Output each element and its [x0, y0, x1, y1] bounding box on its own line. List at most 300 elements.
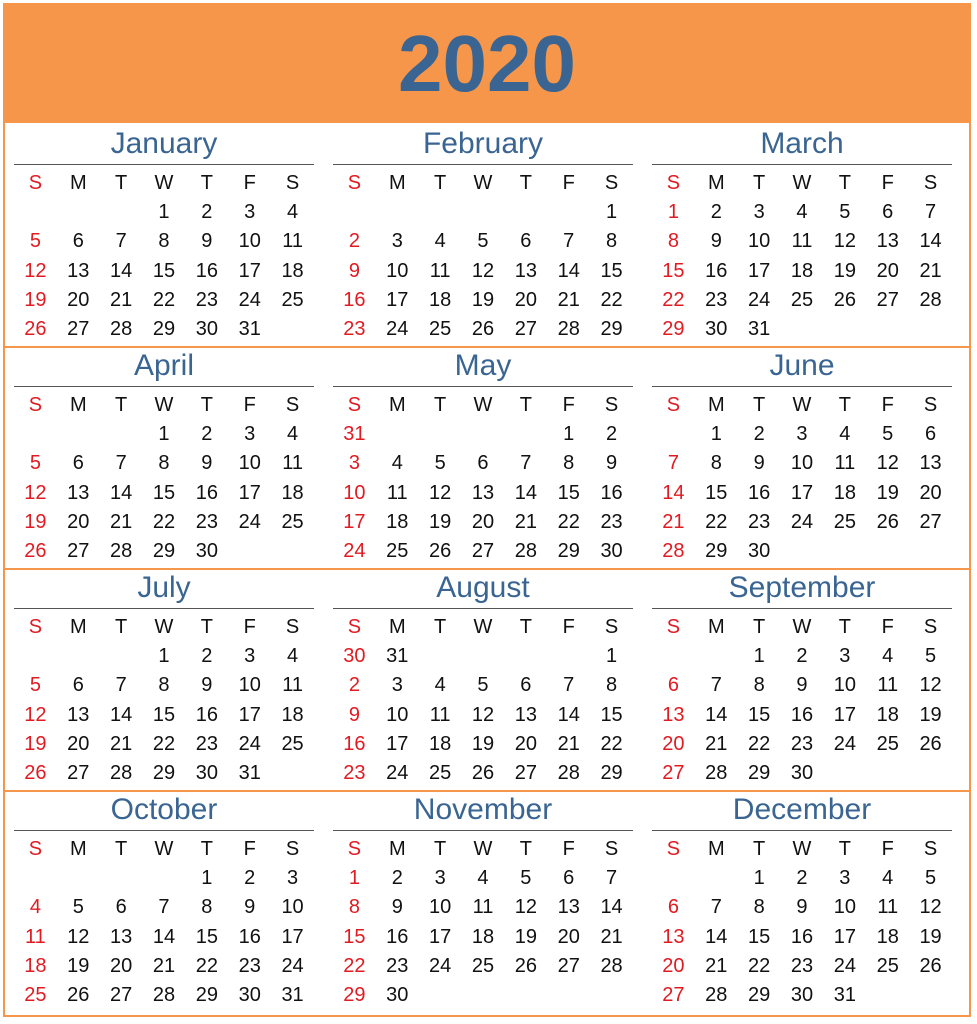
day-cell: 25: [471, 954, 495, 977]
day-cell: 9: [348, 259, 360, 282]
day-cell: 11: [282, 674, 303, 697]
day-cell: 11: [877, 674, 899, 697]
day-cell: 27: [514, 317, 537, 340]
day-cell: 9: [796, 896, 808, 919]
day-cell: 20: [876, 259, 899, 282]
weekday-header: T: [115, 838, 128, 860]
day-cell: 15: [152, 259, 176, 282]
day-cell: 26: [919, 954, 942, 977]
weekday-header: F: [562, 616, 575, 638]
day-cell: 4: [434, 674, 446, 697]
empty-day-cell: [504, 420, 547, 449]
day-cell: 29: [152, 761, 176, 784]
day-cell: 5: [434, 452, 446, 475]
day-cell: 31: [281, 983, 304, 1006]
day-cell: 1: [606, 201, 618, 224]
day-cell: 3: [244, 423, 256, 446]
day-cell: 12: [24, 481, 47, 504]
day-cell: 21: [557, 732, 580, 755]
day-cell: 26: [24, 761, 47, 784]
empty-day-cell: [462, 981, 505, 1010]
day-cell: 14: [919, 230, 942, 253]
day-cell: 14: [557, 259, 580, 282]
day-cell: 18: [876, 925, 899, 948]
weekday-header: S: [28, 394, 43, 416]
day-cell: 4: [796, 201, 808, 224]
weekday-header: S: [285, 394, 300, 416]
day-cell: 29: [600, 761, 623, 784]
day-cell: 29: [195, 983, 218, 1006]
day-cell: 13: [471, 481, 495, 504]
day-cell: 23: [343, 761, 366, 784]
day-cell: 18: [429, 732, 452, 755]
day-cell: 5: [882, 423, 894, 446]
empty-day-cell: [462, 198, 505, 227]
day-cell: 21: [705, 732, 728, 755]
day-cell: 9: [201, 230, 213, 253]
day-cell: 5: [29, 452, 41, 475]
day-cell: 12: [876, 452, 899, 475]
day-cell: 25: [386, 539, 409, 562]
day-cell: 13: [67, 481, 90, 504]
month-name: April: [133, 349, 194, 382]
day-cell: 17: [281, 925, 304, 948]
day-cell: 8: [348, 896, 360, 919]
day-cell: 13: [110, 925, 133, 948]
empty-day-cell: [376, 420, 419, 449]
day-cell: 16: [195, 703, 218, 726]
day-grid: [333, 169, 633, 344]
day-cell: 28: [514, 539, 537, 562]
day-cell: 4: [839, 423, 851, 446]
day-cell: 21: [557, 288, 580, 311]
day-cell: 11: [791, 230, 813, 253]
day-cell: 18: [24, 954, 47, 977]
day-cell: 9: [201, 452, 213, 475]
day-cell: 29: [662, 317, 685, 340]
day-cell: 18: [386, 510, 409, 533]
weekday-header: T: [753, 616, 766, 638]
day-cell: 20: [67, 288, 90, 311]
day-cell: 16: [238, 925, 261, 948]
day-cell: 2: [244, 867, 256, 890]
empty-day-cell: [823, 537, 866, 566]
day-cell: 4: [287, 201, 299, 224]
empty-day-cell: [100, 642, 143, 671]
weekday-header: S: [347, 616, 362, 638]
day-cell: 3: [753, 201, 765, 224]
day-cell: 6: [72, 674, 84, 697]
day-cell: 6: [882, 201, 894, 224]
day-cell: 25: [281, 288, 304, 311]
day-cell: 30: [343, 645, 366, 668]
day-cell: 4: [882, 867, 894, 890]
day-cell: 24: [748, 288, 771, 311]
day-cell: 19: [919, 925, 942, 948]
weekday-header: S: [923, 838, 938, 860]
day-cell: 22: [557, 510, 580, 533]
empty-day-cell: [781, 537, 824, 566]
day-cell: 13: [67, 259, 90, 282]
day-cell: 25: [790, 288, 814, 311]
day-cell: 4: [287, 645, 299, 668]
day-cell: 7: [606, 867, 618, 890]
day-cell: 24: [238, 288, 261, 311]
day-cell: 20: [110, 954, 133, 977]
calendar-page: [3, 3, 971, 1017]
day-cell: 8: [667, 230, 679, 253]
day-cell: 30: [705, 317, 728, 340]
day-cell: 13: [67, 703, 90, 726]
day-cell: 29: [152, 317, 176, 340]
day-cell: 11: [386, 481, 408, 504]
empty-day-cell: [590, 981, 633, 1010]
day-cell: 30: [748, 539, 771, 562]
day-cell: 16: [195, 481, 218, 504]
day-cell: 18: [281, 481, 304, 504]
day-cell: 31: [748, 317, 771, 340]
day-cell: 15: [600, 703, 623, 726]
day-cell: 14: [600, 896, 623, 919]
day-cell: 2: [796, 645, 808, 668]
weekday-header: W: [473, 172, 493, 194]
weekday-header: W: [473, 838, 493, 860]
day-cell: 24: [281, 954, 304, 977]
weekday-header: F: [881, 838, 894, 860]
day-cell: 7: [115, 230, 127, 253]
month-divider: [14, 830, 314, 831]
empty-day-cell: [419, 642, 462, 671]
weekday-header: S: [923, 616, 938, 638]
month-block-december: [652, 792, 952, 1010]
day-cell: 8: [606, 230, 618, 253]
weekday-header: M: [707, 616, 725, 638]
month-block-march: [652, 126, 952, 344]
day-cell: 25: [429, 317, 452, 340]
day-cell: 11: [429, 259, 451, 282]
day-cell: 22: [705, 510, 728, 533]
empty-day-cell: [909, 537, 952, 566]
day-cell: 3: [391, 674, 403, 697]
month-divider: [333, 830, 633, 831]
day-cell: 2: [606, 423, 618, 446]
day-cell: 17: [833, 703, 856, 726]
empty-day-cell: [14, 864, 57, 893]
weekday-header: S: [923, 172, 938, 194]
day-cell: 6: [925, 423, 937, 446]
day-cell: 7: [115, 452, 127, 475]
day-cell: 22: [152, 510, 176, 533]
weekday-header: T: [200, 172, 213, 194]
day-cell: 8: [753, 674, 765, 697]
day-cell: 26: [429, 539, 452, 562]
day-cell: 2: [710, 201, 722, 224]
day-cell: 31: [386, 645, 409, 668]
day-cell: 1: [710, 423, 722, 446]
day-cell: 6: [520, 674, 532, 697]
day-grid: [333, 835, 633, 1010]
day-cell: 12: [429, 481, 452, 504]
weekday-header: T: [434, 394, 447, 416]
empty-day-cell: [866, 315, 909, 344]
empty-day-cell: [462, 420, 505, 449]
day-cell: 23: [195, 732, 218, 755]
day-cell: 3: [287, 867, 299, 890]
day-cell: 9: [796, 674, 808, 697]
day-cell: 22: [600, 288, 623, 311]
day-cell: 23: [790, 732, 814, 755]
day-cell: 30: [600, 539, 623, 562]
day-cell: 3: [839, 645, 851, 668]
empty-day-cell: [57, 198, 100, 227]
day-cell: 3: [244, 645, 256, 668]
day-cell: 7: [710, 896, 722, 919]
weekday-header: W: [792, 172, 812, 194]
weekday-header: T: [115, 616, 128, 638]
day-cell: 21: [152, 954, 176, 977]
empty-day-cell: [462, 642, 505, 671]
day-cell: 18: [471, 925, 495, 948]
day-grid: [14, 391, 314, 566]
day-cell: 12: [471, 259, 495, 282]
day-cell: 2: [201, 645, 213, 668]
weekday-header: T: [519, 838, 532, 860]
weekday-header: T: [519, 616, 532, 638]
weekday-header: T: [753, 172, 766, 194]
day-cell: 10: [386, 259, 409, 282]
weekday-header: S: [666, 394, 681, 416]
day-cell: 31: [833, 983, 856, 1006]
day-cell: 4: [29, 896, 41, 919]
empty-day-cell: [376, 198, 419, 227]
weekday-header: S: [604, 838, 619, 860]
day-cell: 26: [67, 983, 90, 1006]
weekday-header: W: [154, 394, 174, 416]
day-cell: 2: [391, 867, 403, 890]
day-cell: 12: [471, 703, 495, 726]
weekday-header: S: [285, 172, 300, 194]
day-cell: 11: [834, 452, 856, 475]
day-cell: 8: [158, 230, 170, 253]
day-cell: 17: [238, 259, 261, 282]
day-cell: 29: [343, 983, 366, 1006]
day-cell: 17: [386, 288, 409, 311]
day-cell: 14: [152, 925, 176, 948]
day-cell: 19: [67, 954, 90, 977]
month-block-october: [14, 792, 314, 1010]
day-cell: 7: [158, 896, 170, 919]
day-cell: 24: [833, 732, 856, 755]
day-cell: 2: [753, 423, 765, 446]
day-cell: 17: [833, 925, 856, 948]
day-cell: 31: [238, 317, 261, 340]
day-cell: 25: [281, 732, 304, 755]
empty-day-cell: [57, 420, 100, 449]
day-cell: 20: [67, 732, 90, 755]
day-cell: 14: [110, 481, 133, 504]
empty-day-cell: [652, 420, 695, 449]
weekday-header: T: [200, 394, 213, 416]
day-cell: 30: [790, 761, 814, 784]
month-divider: [333, 164, 633, 165]
day-cell: 3: [244, 201, 256, 224]
day-cell: 8: [158, 674, 170, 697]
day-cell: 14: [662, 481, 685, 504]
weekday-header: S: [604, 616, 619, 638]
day-cell: 24: [833, 954, 856, 977]
day-cell: 28: [600, 954, 623, 977]
day-cell: 15: [195, 925, 218, 948]
day-cell: 30: [195, 761, 218, 784]
day-cell: 19: [471, 288, 495, 311]
weekday-header: S: [285, 616, 300, 638]
weekday-header: M: [388, 838, 406, 860]
day-cell: 25: [876, 954, 899, 977]
weekday-header: T: [200, 838, 213, 860]
day-cell: 11: [472, 896, 494, 919]
day-cell: 23: [195, 510, 218, 533]
day-cell: 21: [110, 288, 133, 311]
weekday-header: M: [388, 616, 406, 638]
day-cell: 15: [557, 481, 580, 504]
empty-day-cell: [823, 759, 866, 788]
day-cell: 8: [606, 674, 618, 697]
weekday-header: M: [69, 838, 87, 860]
day-cell: 23: [343, 317, 366, 340]
day-cell: 5: [925, 867, 937, 890]
weekday-header: W: [473, 616, 493, 638]
day-cell: 2: [201, 201, 213, 224]
day-cell: 4: [287, 423, 299, 446]
weekday-header: S: [923, 394, 938, 416]
empty-day-cell: [909, 981, 952, 1010]
day-cell: 5: [29, 230, 41, 253]
day-cell: 5: [520, 867, 532, 890]
day-cell: 14: [110, 259, 133, 282]
empty-day-cell: [695, 642, 738, 671]
day-cell: 7: [520, 452, 532, 475]
day-cell: 6: [520, 230, 532, 253]
weekday-header: F: [881, 394, 894, 416]
day-cell: 21: [705, 954, 728, 977]
day-cell: 8: [201, 896, 213, 919]
day-cell: 22: [152, 288, 176, 311]
month-divider: [652, 608, 952, 609]
weekday-header: M: [707, 394, 725, 416]
day-cell: 20: [662, 954, 685, 977]
day-cell: 17: [386, 732, 409, 755]
empty-day-cell: [866, 981, 909, 1010]
day-cell: 15: [748, 703, 771, 726]
day-cell: 9: [244, 896, 256, 919]
weekday-header: T: [838, 172, 851, 194]
day-cell: 6: [563, 867, 575, 890]
empty-day-cell: [100, 864, 143, 893]
month-block-april: [14, 348, 314, 566]
day-cell: 28: [662, 539, 685, 562]
day-cell: 18: [790, 259, 814, 282]
day-cell: 30: [238, 983, 261, 1006]
day-cell: 15: [600, 259, 623, 282]
weekday-header: F: [562, 838, 575, 860]
empty-day-cell: [419, 420, 462, 449]
day-cell: 9: [391, 896, 403, 919]
weekday-header: F: [243, 172, 256, 194]
day-cell: 25: [24, 983, 47, 1006]
empty-day-cell: [547, 198, 590, 227]
weekday-header: M: [69, 616, 87, 638]
day-cell: 4: [434, 230, 446, 253]
day-grid: [14, 613, 314, 788]
empty-day-cell: [909, 759, 952, 788]
day-cell: 11: [282, 230, 303, 253]
day-cell: 19: [24, 288, 47, 311]
day-cell: 2: [348, 674, 360, 697]
empty-day-cell: [866, 759, 909, 788]
day-cell: 6: [477, 452, 489, 475]
month-block-july: [14, 570, 314, 788]
empty-day-cell: [271, 315, 314, 344]
day-cell: 8: [753, 896, 765, 919]
day-cell: 31: [238, 761, 261, 784]
month-block-february: [333, 126, 633, 344]
day-cell: 8: [710, 452, 722, 475]
month-name: July: [137, 571, 191, 604]
weekday-header: S: [28, 616, 43, 638]
month-divider: [14, 608, 314, 609]
day-grid: [333, 391, 633, 566]
weekday-header: M: [707, 838, 725, 860]
day-cell: 8: [563, 452, 575, 475]
day-grid: [652, 835, 952, 1010]
day-cell: 6: [72, 452, 84, 475]
weekday-header: S: [347, 838, 362, 860]
empty-day-cell: [57, 642, 100, 671]
day-cell: 28: [919, 288, 942, 311]
day-cell: 19: [24, 732, 47, 755]
day-cell: 22: [600, 732, 623, 755]
weekday-header: T: [519, 394, 532, 416]
day-cell: 3: [434, 867, 446, 890]
day-cell: 29: [152, 539, 176, 562]
month-block-august: [333, 570, 633, 788]
day-cell: 23: [600, 510, 623, 533]
month-divider: [333, 608, 633, 609]
weekday-header: T: [753, 838, 766, 860]
day-cell: 20: [662, 732, 685, 755]
day-cell: 22: [748, 954, 771, 977]
month-name: September: [728, 571, 876, 604]
day-cell: 1: [158, 423, 170, 446]
day-cell: 21: [110, 732, 133, 755]
day-cell: 30: [195, 539, 218, 562]
day-cell: 5: [72, 896, 84, 919]
day-cell: 10: [748, 230, 771, 253]
day-cell: 28: [152, 983, 176, 1006]
day-cell: 4: [391, 452, 403, 475]
day-cell: 29: [748, 983, 771, 1006]
day-cell: 16: [600, 481, 623, 504]
day-cell: 23: [705, 288, 728, 311]
empty-day-cell: [14, 642, 57, 671]
day-cell: 27: [110, 983, 133, 1006]
day-cell: 21: [919, 259, 942, 282]
month-divider: [652, 386, 952, 387]
weekday-header: S: [604, 394, 619, 416]
day-cell: 20: [67, 510, 90, 533]
day-cell: 26: [24, 317, 47, 340]
day-cell: 23: [748, 510, 771, 533]
